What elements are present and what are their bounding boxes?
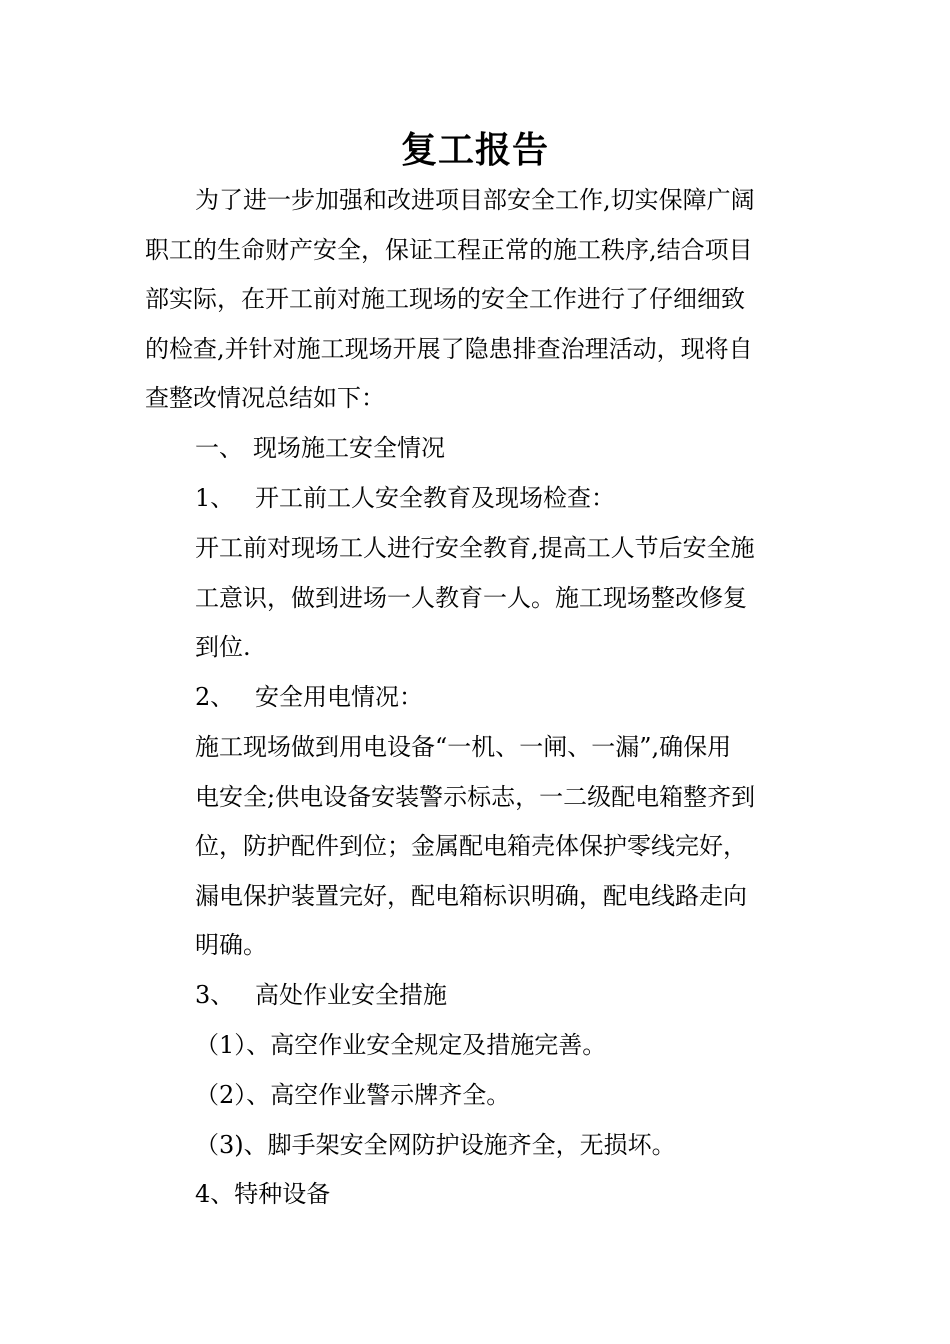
item-body [195, 524, 755, 673]
intro-line: 职工的生命财产安全，保证工程正常的施工秩序,结合项目 [145, 235, 753, 264]
body-line: 开工前对现场工人进行安全教育,提高工人节后安全施 [195, 534, 755, 562]
sub-item: （3)、脚手架安全网防护设施齐全，无损坏。 [195, 1131, 676, 1159]
item-heading [195, 971, 447, 1021]
item-title: 开工前工人安全教育及现场检查： [255, 484, 615, 512]
item-number: 2、 [195, 683, 235, 711]
item-heading [195, 673, 423, 723]
item-title: 安全用电情况： [255, 683, 423, 711]
sub-item: （2）、高空作业警示牌齐全。 [195, 1081, 511, 1109]
body-line: 漏电保护装置完好，配电箱标识明确，配电线路走向 [195, 881, 747, 910]
body-line: 到位. [195, 633, 251, 661]
intro-line: 部实际，在开工前对施工现场的安全工作进行了仔细细致 [145, 285, 745, 313]
body-line: 明确。 [195, 931, 267, 959]
item-number: 1、 [195, 484, 235, 512]
body-line: 位，防护配件到位；金属配电箱壳体保护零线完好， [195, 832, 747, 860]
intro-paragraph [145, 176, 755, 424]
intro-line: 的检查,并针对施工现场开展了隐患排查治理活动，现将自 [145, 334, 753, 363]
item-heading [195, 474, 615, 524]
document-title: 复工报告 [400, 129, 549, 171]
section-number: 一、 [195, 434, 243, 462]
sub-item: （1）、高空作业安全规定及措施完善。 [195, 1031, 607, 1059]
section-title: 现场施工安全情况 [253, 434, 445, 462]
body-line: 施工现场做到用电设备“一机、一闸、一漏”,确保用 [195, 733, 732, 761]
item-number: 3、 [195, 981, 235, 1009]
intro-line: 查整改情况总结如下： [145, 384, 385, 412]
section-heading [195, 424, 445, 474]
item-heading: 4、特种设备 [195, 1180, 331, 1208]
body-line: 电安全;供电设备安装警示标志，一二级配电箱整齐到 [195, 782, 756, 811]
item-body [195, 723, 755, 971]
body-line: 工意识，做到进场一人教育一人。施工现场整改修复 [195, 583, 747, 612]
intro-line: 为了进一步加强和改进项目部安全工作,切实保障广阔 [195, 186, 755, 214]
item-title: 高处作业安全措施 [255, 981, 447, 1009]
